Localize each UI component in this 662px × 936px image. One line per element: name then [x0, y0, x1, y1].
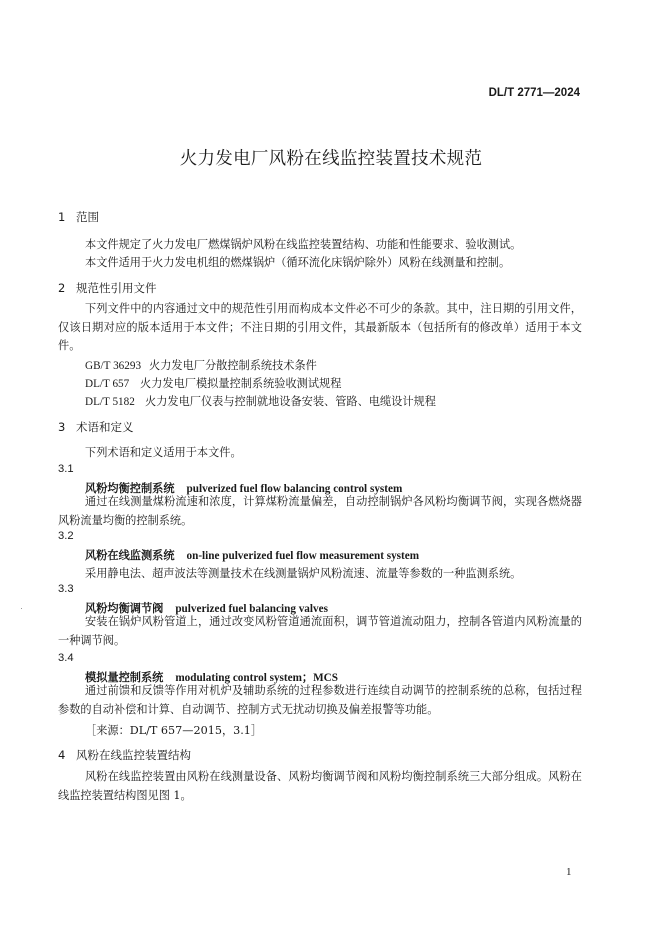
section-title: 范围 — [76, 210, 99, 224]
term-english: on-line pulverized fuel flow measurement system — [186, 550, 420, 562]
scan-speck — [21, 608, 22, 609]
reference-title: 火力发电厂模拟量控制系统验收测试规程 — [140, 377, 342, 390]
reference-code: DL/T 657 — [85, 378, 130, 390]
term-number: 3.3 — [58, 583, 74, 595]
normative-reference — [85, 393, 436, 409]
term-chinese: 风粉均衡控制系统 — [85, 482, 175, 495]
term-definition: 通过前馈和反馈等作用对机炉及辅助系统的过程参数进行连续自动调节的控制系统的总称，包括过程参数的自动补偿和计算、自动调节、控制方式无扰动切换及偏差报警等功能。 — [58, 684, 582, 716]
term-chinese: 风粉在线监测系统 — [85, 549, 175, 562]
normative-reference — [85, 375, 341, 391]
section-3-heading — [58, 419, 134, 435]
term-definition: 采用静电法、超声波法等测量技术在线测量锅炉风粉流速、流量等参数的一种监测系统。 — [85, 567, 522, 580]
term-definition: 安装在锅炉风粉管道上，通过改变风粉管道通流面积，调节管道流动阻力，控制各管道内风粉流量的一种调节阀。 — [58, 615, 582, 647]
normative-reference — [85, 357, 317, 373]
term-source: ［来源：DL/T 657—2015，3.1］ — [85, 724, 263, 737]
section-title: 术语和定义 — [76, 420, 134, 434]
section-number: 1 — [58, 210, 66, 224]
term-definition: 通过在线测量煤粉流速和浓度，计算煤粉流量偏差，自动控制锅炉各风粉均衡调节阀，实现各燃烧器风粉流量均衡的控制系统。 — [58, 495, 582, 527]
term-chinese: 风粉均衡调节阀 — [85, 602, 164, 615]
term-chinese: 模拟量控制系统 — [85, 671, 164, 684]
section-2-heading — [58, 280, 157, 296]
reference-title: 火力发电厂仪表与控制就地设备安装、管路、电缆设计规程 — [145, 395, 436, 408]
section-1-heading — [58, 209, 99, 225]
reference-title: 火力发电厂分散控制系统技术条件 — [149, 359, 317, 372]
section-number: 4 — [58, 748, 66, 762]
reference-code: GB/T 36293 — [85, 360, 142, 372]
section-3-intro: 下列术语和定义适用于本文件。 — [85, 446, 242, 459]
section-number: 3 — [58, 420, 66, 434]
term-english: pulverized fuel flow balancing control system — [186, 483, 403, 495]
section-4-paragraph: 风粉在线监控装置由风粉在线测量设备、风粉均衡调节阀和风粉均衡控制系统三大部分组成。风粉在线监控装置结构图见图 1。 — [58, 770, 582, 802]
section-2-intro: 下列文件中的内容通过文中的规范性引用而构成本文件必不可少的条款。其中，注日期的引用文件，仅该日期对应的版本适用于本文件；不注日期的引用文件，其最新版本（包括所有的修改单）适用于本文件。 — [58, 302, 582, 352]
term-heading — [85, 547, 419, 563]
reference-code: DL/T 5182 — [85, 396, 135, 408]
term-english: modulating control system；MCS — [175, 672, 338, 684]
section-1-paragraph-2: 本文件适用于火力发电机组的燃煤锅炉（循环流化床锅炉除外）风粉在线测量和控制。 — [85, 256, 511, 269]
term-number: 3.1 — [58, 463, 74, 475]
standard-number: DL/T 2771—2024 — [488, 87, 580, 99]
section-4-heading — [58, 747, 191, 763]
term-english: pulverized fuel balancing valves — [175, 603, 328, 615]
section-title: 规范性引用文件 — [76, 281, 157, 295]
page-title: 火力发电厂风粉在线监控装置技术规范 — [179, 149, 483, 169]
page-number: 1 — [566, 866, 572, 878]
term-number: 3.2 — [58, 530, 74, 542]
section-title: 风粉在线监控装置结构 — [76, 748, 191, 762]
section-1-paragraph-1: 本文件规定了火力发电厂燃煤锅炉风粉在线监控装置结构、功能和性能要求、验收测试。 — [85, 238, 522, 251]
term-number: 3.4 — [58, 652, 74, 664]
section-number: 2 — [58, 281, 66, 295]
